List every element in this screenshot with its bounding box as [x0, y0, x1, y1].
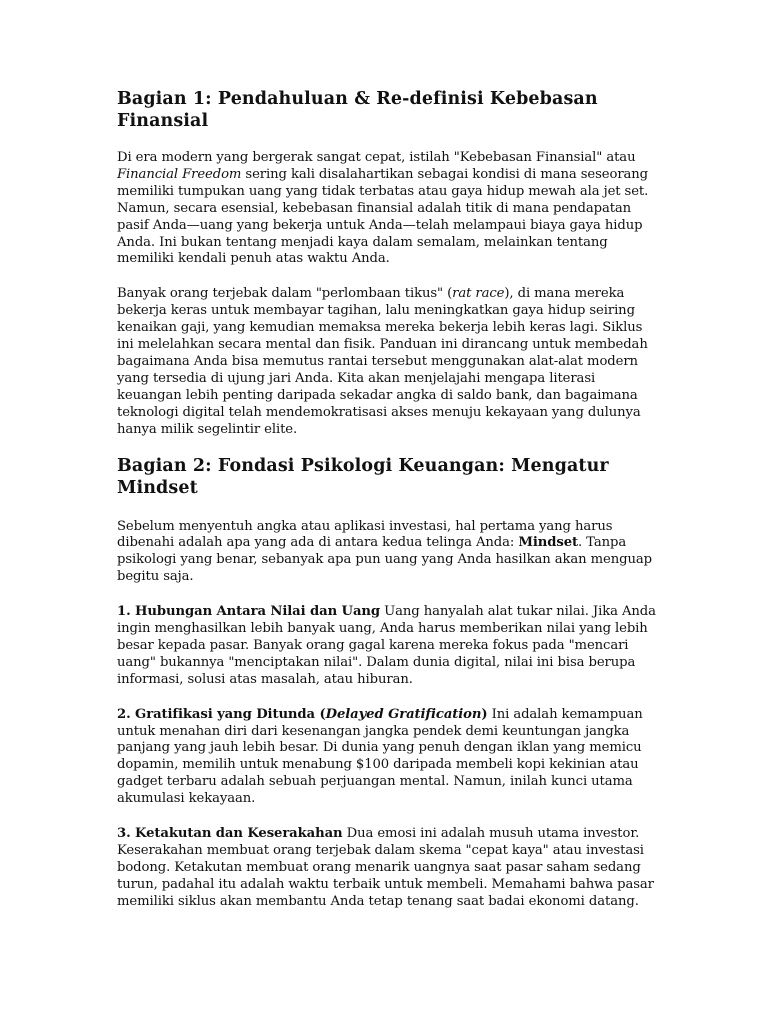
item-text: Ini adalah kemampuan untuk menahan diri dari kesenangan jangka pendek demi keuntungan jangka panjang yang jauh lebih besar. Di dunia yang penuh dengan iklan yang memicu dopamin, memilih untuk menabung $100 daripada membeli kopi kekinian atau gadget terbaru adalah sebuah perjuangan mental. Namun, inilah kunci utama akumulasi kekayaan. — [117, 706, 643, 807]
section-1-paragraph-2 — [117, 286, 659, 438]
section-1-heading: Bagian 1: Pendahuluan & Re-definisi Kebebasan Finansial — [117, 89, 598, 131]
italic-term: Financial Freedom — [117, 166, 242, 182]
text-run: Di era modern yang bergerak sangat cepat, istilah "Kebebasan Finansial" atau — [117, 150, 636, 165]
item-title: 1. Hubungan Antara Nilai dan Uang — [117, 604, 381, 620]
section-2-item-2 — [117, 707, 659, 808]
italic-term: Delayed Gratification — [325, 706, 482, 722]
section-2-heading: Bagian 2: Fondasi Psikologi Keuangan: Mengatur Mindset — [117, 455, 609, 498]
section-2-item-3 — [117, 826, 659, 911]
text-run: Banyak orang terjebak dalam "perlombaan tikus" ( — [117, 286, 453, 302]
section-2-intro — [117, 519, 659, 587]
section-1-paragraph-1 — [117, 150, 659, 268]
text-run: sering kali disalahartikan sebagai kondisi di mana seseorang memiliki tumpukan uang yang tidak terbatas atau gaya hidup mewah ala jet set. Namun, secara esensial, kebebasan finansial adalah titik di mana pendapatan pasif Anda—uang yang bekerja untuk Anda—telah melampaui biaya gaya hidup Anda. Ini bukan tentang menjadi kaya dalam semalam, melainkan tentang memiliki kendali penuh atas waktu Anda. — [117, 166, 649, 267]
item-title: 3. Ketakutan dan Keserakahan — [117, 826, 343, 842]
item-text: Uang hanyalah alat tukar nilai. Jika Anda ingin menghasilkan lebih banyak uang, Anda harus memberikan nilai yang lebih besar kepada pasar. Banyak orang gagal karena mereka fokus pada "mencari uang" bukannya "menciptakan nilai". Dalam dunia digital, nilai ini bisa berupa informasi, solusi atas masalah, atau hiburan. — [117, 604, 656, 687]
document-content — [117, 84, 659, 911]
text-run: Sebelum menyentuh angka atau aplikasi investasi, hal pertama yang harus dibenahi adalah apa yang ada di antara kedua telinga Anda: — [117, 518, 613, 551]
item-text: Dua emosi ini adalah musuh utama investor. Keserakahan membuat orang terjebak dalam skema "cepat kaya" atau investasi bodong. Ketakutan membuat orang menarik uangnya saat pasar saham sedang turun, padahal itu adalah waktu terbaik untuk membeli. Memahami bahwa pasar memiliki siklus akan membantu Anda tetap tenang saat badai ekonomi datang. — [117, 826, 654, 909]
text-run: ) — [481, 706, 488, 722]
text-run: 2. Gratifikasi yang Ditunda ( — [117, 706, 326, 722]
italic-term: rat race — [452, 286, 505, 302]
item-title — [117, 707, 488, 722]
section-2-item-1 — [117, 604, 659, 689]
bold-term: Mindset — [518, 535, 578, 551]
text-run: . Tanpa psikologi yang benar, sebanyak apa pun uang yang Anda hasilkan akan menguap begitu saja. — [117, 535, 652, 585]
text-run: ), di mana mereka bekerja keras untuk membayar tagihan, lalu meningkatkan gaya hidup seiring kenaikan gaji, yang kemudian memaksa mereka bekerja lebih keras lagi. Siklus ini melelahkan secara mental dan fisik. Panduan ini dirancang untuk membedah bagaimana Anda bisa memutus rantai tersebut menggunakan alat-alat modern yang tersedia di ujung jari Anda. Kita akan menjelajahi mengapa literasi keuangan lebih penting daripada sekadar angka di saldo bank, dan bagaimana teknologi digital telah mendemokratisasi akses menuju kekayaan yang dulunya hanya milik segelintir elite. — [117, 286, 648, 437]
